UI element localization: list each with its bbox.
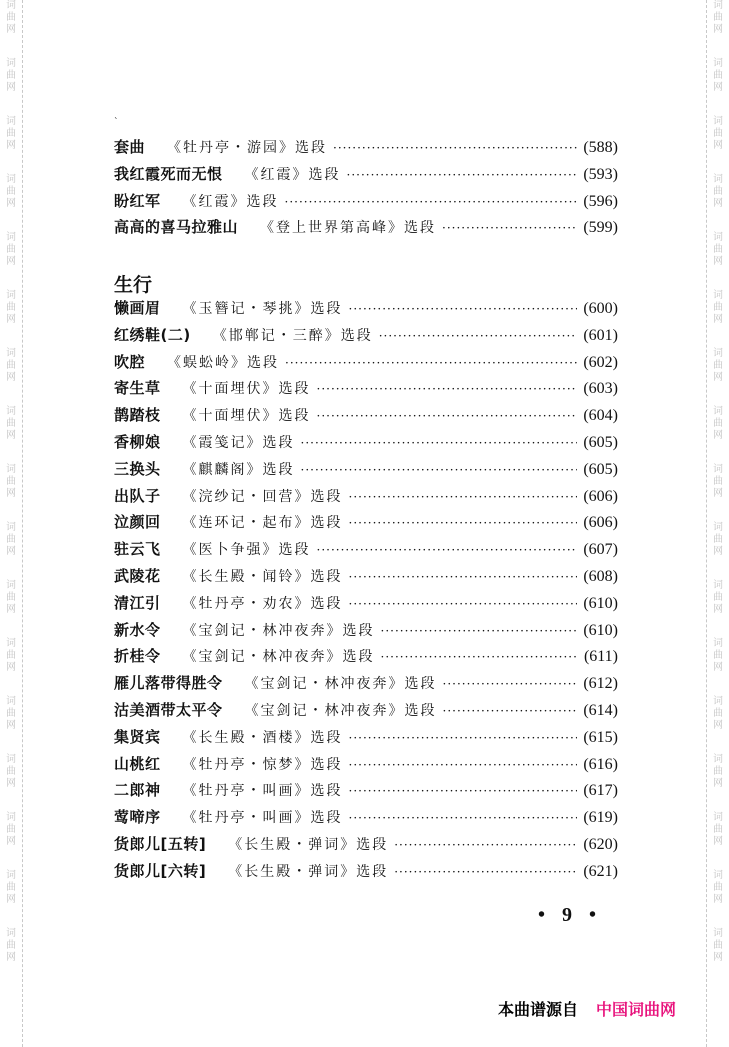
- entry-title: 三换头: [114, 459, 161, 478]
- entry-page-number: (612): [583, 675, 618, 693]
- watermark-group: [6, 754, 16, 790]
- watermark-char: 网: [713, 24, 723, 35]
- dot-leader: [381, 650, 578, 664]
- watermark-char: 词: [713, 58, 723, 69]
- watermark-char: 词: [713, 232, 723, 243]
- entry-title: 二郎神: [114, 781, 161, 800]
- watermark-char: 曲: [713, 70, 723, 81]
- dot-leader: [349, 597, 578, 611]
- watermark-group: [713, 58, 723, 94]
- entry-page-number: (611): [583, 648, 618, 666]
- watermark-char: 网: [6, 198, 16, 209]
- entry-page-number: (621): [583, 862, 618, 880]
- watermark-char: 网: [713, 546, 723, 557]
- entry-source: 《邯郸记・三醉》选段: [212, 327, 373, 344]
- dot-leader: [347, 168, 578, 182]
- watermark-char: 网: [6, 488, 16, 499]
- toc-entry[interactable]: [114, 592, 618, 619]
- watermark-group: [6, 174, 16, 210]
- entry-source: 《十面埋伏》选段: [182, 408, 311, 425]
- dot-leader: [379, 329, 578, 343]
- watermark-char: 曲: [6, 534, 16, 545]
- watermark-char: 词: [6, 522, 16, 533]
- entry-title: 红绣鞋(二): [114, 325, 191, 344]
- entry-title: 雁儿落带得胜令: [114, 674, 223, 693]
- entry-page-number: (596): [583, 192, 618, 210]
- toc-entry[interactable]: [114, 377, 618, 404]
- watermark-char: 词: [713, 174, 723, 185]
- toc-list-sheng: [114, 297, 618, 887]
- watermark-char: 词: [713, 0, 723, 11]
- toc-entry[interactable]: [114, 645, 618, 672]
- toc-list-top: [114, 136, 618, 243]
- dot-leader: [301, 436, 578, 450]
- entry-title: 鹊踏枝: [114, 406, 161, 425]
- dot-leader: [394, 865, 577, 879]
- watermark-char: 曲: [6, 592, 16, 603]
- watermark-char: 词: [713, 870, 723, 881]
- watermark-char: 词: [713, 290, 723, 301]
- entry-title: 泣颜回: [114, 513, 161, 532]
- watermark-group: [6, 0, 16, 36]
- entry-source: 《连环记・起布》选段: [182, 515, 343, 532]
- entry-title: 货郎儿[六转]: [114, 861, 207, 880]
- entry-title: 清江引: [114, 593, 161, 612]
- entry-page-number: (601): [583, 326, 618, 344]
- dot-leader: [381, 624, 578, 638]
- watermark-char: 曲: [6, 128, 16, 139]
- watermark-char: 网: [6, 952, 16, 963]
- watermark-char: 网: [713, 372, 723, 383]
- toc-entry[interactable]: [114, 860, 618, 887]
- watermark-char: 网: [6, 140, 16, 151]
- watermark-group: [713, 406, 723, 442]
- watermark-char: 词: [6, 580, 16, 591]
- watermark-char: 网: [6, 778, 16, 789]
- watermark-char: 词: [713, 406, 723, 417]
- watermark-group: [713, 754, 723, 790]
- watermark-char: 网: [6, 314, 16, 325]
- watermark-char: 词: [6, 696, 16, 707]
- entry-source: 《宝剑记・林冲夜奔》选段: [244, 676, 437, 693]
- entry-page-number: (604): [583, 407, 618, 425]
- entry-title: 套曲: [114, 138, 146, 156]
- toc-entry[interactable]: [114, 806, 618, 833]
- watermark-group: [6, 522, 16, 558]
- source-label: 本曲谱源自: [498, 1000, 579, 1019]
- watermark-char: 网: [713, 314, 723, 325]
- entry-source: 《红霞》选段: [182, 193, 279, 210]
- entry-source: 《登上世界第高峰》选段: [260, 220, 437, 237]
- source-brand-link[interactable]: 中国词曲网: [596, 1000, 677, 1019]
- watermark-char: 曲: [713, 534, 723, 545]
- watermark-group: [713, 290, 723, 326]
- watermark-char: 曲: [6, 244, 16, 255]
- dot-leader: [443, 677, 578, 691]
- watermark-group: [713, 870, 723, 906]
- dot-leader: [301, 463, 578, 477]
- entry-page-number: (619): [583, 809, 618, 827]
- toc-entry[interactable]: [114, 619, 618, 646]
- toc-entry[interactable]: [114, 404, 618, 431]
- entry-page-number: (615): [583, 728, 618, 746]
- entry-title: 出队子: [114, 486, 161, 505]
- dot-leader: [317, 543, 578, 557]
- watermark-char: 曲: [6, 12, 16, 23]
- entry-source: 《长生殿・闻铃》选段: [182, 568, 343, 585]
- dot-leader: [349, 784, 578, 798]
- entry-page-number: (616): [583, 755, 618, 773]
- watermark-char: 网: [713, 140, 723, 151]
- watermark-char: 网: [713, 488, 723, 499]
- watermark-char: 曲: [713, 360, 723, 371]
- watermark-group: [6, 638, 16, 674]
- watermark-char: 词: [6, 928, 16, 939]
- watermark-char: 词: [6, 638, 16, 649]
- dot-leader: [317, 409, 578, 423]
- toc-entry[interactable]: [114, 699, 618, 726]
- entry-title: 高高的喜马拉雅山: [114, 218, 239, 237]
- dot-leader: [443, 704, 578, 718]
- toc-entry[interactable]: [114, 511, 618, 538]
- watermark-char: 曲: [6, 882, 16, 893]
- watermark-char: 词: [6, 870, 16, 881]
- watermark-group: [713, 232, 723, 268]
- watermark-char: 网: [713, 836, 723, 847]
- watermark-char: 曲: [6, 302, 16, 313]
- watermark-char: 词: [6, 754, 16, 765]
- entry-source: 《长生殿・弹词》选段: [228, 836, 389, 853]
- watermark-char: 词: [6, 464, 16, 475]
- watermark-char: 曲: [6, 708, 16, 719]
- watermark-group: [6, 58, 16, 94]
- toc-entry[interactable]: [114, 565, 618, 592]
- entry-title: 寄生草: [114, 379, 161, 398]
- entry-source: 《长生殿・酒楼》选段: [182, 729, 343, 746]
- watermark-char: 网: [6, 894, 16, 905]
- toc-entry[interactable]: [114, 538, 618, 565]
- entry-page-number: (603): [583, 380, 618, 398]
- watermark-group: [6, 232, 16, 268]
- watermark-char: 曲: [713, 766, 723, 777]
- entry-page-number: (606): [583, 514, 618, 532]
- entry-source: 《麒麟阁》选段: [182, 461, 295, 478]
- entry-source: 《十面埋伏》选段: [182, 381, 311, 398]
- dot-leader: [349, 490, 578, 504]
- watermark-group: [713, 638, 723, 674]
- toc-entry[interactable]: [114, 351, 618, 378]
- watermark-char: 曲: [713, 418, 723, 429]
- entry-source: 《医卜争强》选段: [182, 542, 311, 559]
- watermark-group: [713, 348, 723, 384]
- watermark-char: 曲: [713, 186, 723, 197]
- toc-entry[interactable]: [114, 163, 618, 190]
- watermark-group: [6, 116, 16, 152]
- watermark-char: 网: [713, 952, 723, 963]
- watermark-group: [713, 174, 723, 210]
- watermark-char: 曲: [713, 592, 723, 603]
- watermark-char: 词: [713, 812, 723, 823]
- dot-leader: [349, 811, 578, 825]
- watermark-char: 网: [713, 720, 723, 731]
- entry-title: 我红霞死而无恨: [114, 164, 223, 183]
- watermark-char: 曲: [6, 766, 16, 777]
- entry-page-number: (593): [583, 165, 618, 183]
- dot-leader: [442, 221, 577, 235]
- watermark-char: 曲: [713, 128, 723, 139]
- watermark-char: 词: [713, 348, 723, 359]
- watermark-group: [713, 812, 723, 848]
- toc-entry[interactable]: [114, 672, 618, 699]
- entry-title: 香柳娘: [114, 432, 161, 451]
- watermark-char: 曲: [713, 708, 723, 719]
- entry-source: 《宝剑记・林冲夜奔》选段: [182, 622, 375, 639]
- toc-entry[interactable]: [114, 485, 618, 512]
- entry-source: 《牡丹亭・叫画》选段: [182, 810, 343, 827]
- entry-page-number: (620): [583, 835, 618, 853]
- watermark-char: 词: [713, 522, 723, 533]
- watermark-char: 词: [6, 812, 16, 823]
- watermark-char: 曲: [6, 824, 16, 835]
- watermark-char: 曲: [6, 476, 16, 487]
- watermark-char: 曲: [6, 940, 16, 951]
- watermark-char: 网: [6, 430, 16, 441]
- entry-title: 武陵花: [114, 566, 161, 585]
- entry-title: 集贤宾: [114, 727, 161, 746]
- watermark-char: 网: [6, 836, 16, 847]
- watermark-group: [6, 348, 16, 384]
- entry-page-number: (605): [583, 460, 618, 478]
- entry-source: 《牡丹亭・惊梦》选段: [182, 756, 343, 773]
- entry-page-number: (602): [583, 353, 618, 371]
- watermark-char: 网: [6, 82, 16, 93]
- watermark-char: 曲: [713, 940, 723, 951]
- entry-source: 《牡丹亭・劝农》选段: [182, 595, 343, 612]
- entry-page-number: (607): [583, 541, 618, 559]
- watermark-column-left: [4, 0, 23, 1047]
- watermark-char: 词: [6, 0, 16, 11]
- watermark-char: 网: [713, 198, 723, 209]
- toc-entry[interactable]: [114, 431, 618, 458]
- entry-page-number: (588): [583, 139, 618, 156]
- watermark-char: 曲: [6, 186, 16, 197]
- watermark-group: [6, 812, 16, 848]
- toc-entry[interactable]: [114, 726, 618, 753]
- toc-entry[interactable]: [114, 216, 618, 243]
- watermark-group: [713, 580, 723, 616]
- scan-mark: ˋ: [114, 118, 119, 128]
- watermark-char: 词: [713, 754, 723, 765]
- watermark-char: 词: [6, 290, 16, 301]
- entry-source: 《牡丹亭・游园》选段: [167, 140, 328, 156]
- watermark-char: 网: [713, 894, 723, 905]
- toc-entry[interactable]: [114, 190, 618, 217]
- entry-title: 沽美酒带太平令: [114, 700, 223, 719]
- dot-leader: [333, 141, 577, 155]
- entry-source: 《霞笺记》选段: [182, 434, 295, 451]
- watermark-group: [713, 0, 723, 36]
- watermark-group: [6, 290, 16, 326]
- watermark-char: 词: [713, 116, 723, 127]
- watermark-group: [6, 580, 16, 616]
- dot-leader: [349, 570, 578, 584]
- watermark-char: 网: [6, 604, 16, 615]
- entry-page-number: (617): [583, 782, 618, 800]
- entry-title: 货郎儿[五转]: [114, 834, 207, 853]
- watermark-char: 曲: [713, 12, 723, 23]
- watermark-char: 词: [6, 232, 16, 243]
- watermark-char: 词: [713, 464, 723, 475]
- watermark-char: 曲: [6, 650, 16, 661]
- dot-leader: [349, 516, 578, 530]
- dot-leader: [349, 302, 578, 316]
- watermark-char: 曲: [713, 302, 723, 313]
- watermark-group: [713, 464, 723, 500]
- watermark-char: 网: [6, 372, 16, 383]
- toc-entry[interactable]: [114, 753, 618, 780]
- entry-title: 新水令: [114, 620, 161, 639]
- toc-entry[interactable]: [114, 324, 618, 351]
- watermark-char: 网: [713, 82, 723, 93]
- watermark-group: [6, 464, 16, 500]
- watermark-char: 词: [713, 928, 723, 939]
- watermark-group: [6, 406, 16, 442]
- entry-source: 《牡丹亭・叫画》选段: [182, 783, 343, 800]
- entry-source: 《蜈蚣岭》选段: [167, 354, 280, 371]
- toc-entry[interactable]: [114, 833, 618, 860]
- dot-leader: [349, 731, 578, 745]
- dot-leader: [349, 758, 578, 772]
- toc-entry[interactable]: [114, 136, 618, 163]
- entry-title: 吹腔: [114, 352, 146, 371]
- entry-page-number: (610): [583, 594, 618, 612]
- watermark-group: [6, 870, 16, 906]
- watermark-char: 网: [6, 546, 16, 557]
- entry-page-number: (614): [583, 701, 618, 719]
- watermark-char: 词: [713, 580, 723, 591]
- toc-entry[interactable]: [114, 458, 618, 485]
- watermark-char: 网: [713, 778, 723, 789]
- watermark-column-right: [706, 0, 725, 1047]
- watermark-char: 曲: [6, 70, 16, 81]
- watermark-char: 网: [713, 662, 723, 673]
- entry-page-number: (600): [583, 300, 618, 317]
- watermark-char: 词: [6, 116, 16, 127]
- page-number: • 9 •: [538, 904, 603, 926]
- entry-page-number: (599): [583, 219, 618, 237]
- toc-entry[interactable]: [114, 297, 618, 324]
- entry-source: 《浣纱记・回营》选段: [182, 488, 343, 505]
- dot-leader: [285, 356, 577, 370]
- entry-title: 折桂令: [114, 647, 161, 666]
- watermark-group: [6, 696, 16, 732]
- section-heading: 生行: [114, 274, 153, 296]
- watermark-char: 词: [713, 638, 723, 649]
- entry-source: 《宝剑记・林冲夜奔》选段: [182, 649, 375, 666]
- watermark-group: [713, 116, 723, 152]
- entry-source: 《长生殿・弹词》选段: [228, 863, 389, 880]
- entry-page-number: (605): [583, 433, 618, 451]
- entry-source: 《玉簪记・琴挑》选段: [182, 301, 343, 317]
- watermark-char: 网: [6, 720, 16, 731]
- entry-source: 《宝剑记・林冲夜奔》选段: [244, 702, 437, 719]
- dot-leader: [285, 195, 578, 209]
- entry-page-number: (608): [583, 567, 618, 585]
- watermark-char: 网: [6, 662, 16, 673]
- watermark-group: [6, 928, 16, 964]
- watermark-group: [713, 696, 723, 732]
- watermark-char: 词: [6, 174, 16, 185]
- watermark-char: 词: [6, 348, 16, 359]
- watermark-char: 网: [6, 24, 16, 35]
- watermark-char: 曲: [713, 882, 723, 893]
- watermark-char: 词: [6, 406, 16, 417]
- watermark-group: [713, 928, 723, 964]
- entry-title: 驻云飞: [114, 540, 161, 559]
- watermark-char: 曲: [6, 418, 16, 429]
- watermark-char: 网: [6, 256, 16, 267]
- watermark-group: [713, 522, 723, 558]
- watermark-char: 曲: [713, 476, 723, 487]
- dot-leader: [317, 382, 578, 396]
- toc-entry[interactable]: [114, 779, 618, 806]
- dot-leader: [394, 838, 577, 852]
- entry-page-number: (606): [583, 487, 618, 505]
- watermark-char: 曲: [713, 650, 723, 661]
- watermark-char: 曲: [713, 824, 723, 835]
- watermark-char: 曲: [713, 244, 723, 255]
- source-footer: [498, 997, 676, 1020]
- entry-source: 《红霞》选段: [244, 166, 341, 183]
- entry-title: 盼红军: [114, 191, 161, 210]
- watermark-char: 词: [6, 58, 16, 69]
- watermark-char: 词: [713, 696, 723, 707]
- entry-title: 山桃红: [114, 754, 161, 773]
- watermark-char: 曲: [6, 360, 16, 371]
- watermark-char: 网: [713, 604, 723, 615]
- watermark-char: 网: [713, 430, 723, 441]
- entry-title: 懒画眉: [114, 299, 161, 317]
- watermark-char: 网: [713, 256, 723, 267]
- entry-title: 莺啼序: [114, 808, 161, 827]
- entry-page-number: (610): [583, 621, 618, 639]
